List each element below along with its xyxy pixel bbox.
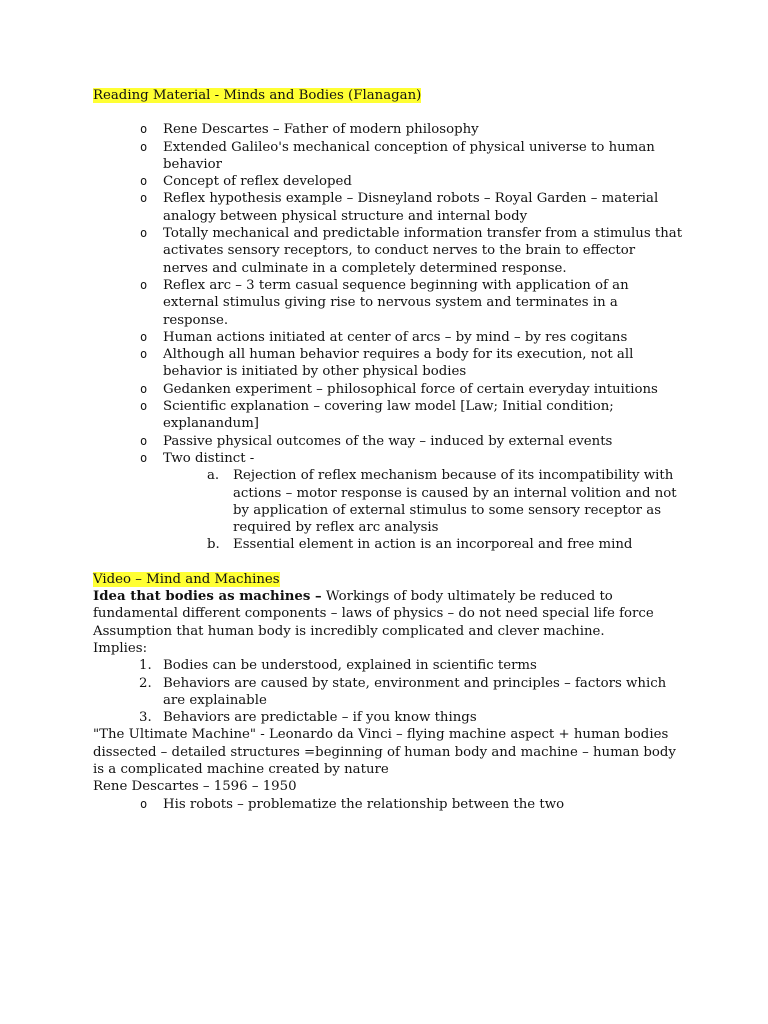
ultimate-machine-paragraph: "The Ultimate Machine" - Leonardo da Vinci – flying machine aspect + human bodies dissected – detailed structures =beginning of human body and machine – human body is a complicated machine created by nature (93, 727, 676, 777)
list-item-text: Totally mechanical and predictable information transfer from a stimulus that activates sensory receptors, to conduct nerves to the brain to effector nerves and culminate in a completely determined response. (163, 226, 683, 276)
list-item-text: Human actions initiated at center of arcs – by mind – by res cogitans (163, 329, 628, 345)
list-item-text: Reflex arc – 3 term casual sequence beginning with application of an external stimulus giving rise to nervous system and terminates in a response. (163, 277, 629, 328)
list-item (93, 173, 683, 190)
list-item-text: Extended Galileo's mechanical conception of physical universe to human behavior (163, 139, 655, 172)
numbered-item (93, 657, 683, 674)
list-item (93, 225, 683, 277)
list-item (93, 346, 683, 381)
list-item-text: Although all human behavior requires a body for its execution, not all behavior is initiated by other physical bodies (163, 347, 634, 380)
numbered-marker: 3. (139, 710, 152, 726)
spacer (93, 554, 683, 571)
list-item (93, 121, 683, 138)
bullet-marker: o (140, 122, 148, 137)
list-item-text: Rene Descartes – Father of modern philosophy (163, 122, 479, 138)
list-item-text: Scientific explanation – covering law model [Law; Initial condition; explanandum] (163, 399, 614, 432)
list-item (93, 190, 683, 225)
idea-paragraph (93, 588, 683, 623)
numbered-marker: 2. (139, 675, 152, 691)
implies-label: Implies: (93, 640, 148, 656)
list-item (93, 381, 683, 398)
implications-list (93, 657, 683, 726)
numbered-item (93, 675, 683, 710)
idea-bold-lead: Idea that bodies as machines – (93, 589, 322, 605)
sub-list-text: Essential element in action is an incorporeal and free mind (233, 537, 633, 553)
section-heading-video: Video – Mind and Machines (93, 571, 280, 587)
numbered-text: Behaviors are caused by state, environment and principles – factors which are explainable (163, 675, 667, 708)
bullet-marker: o (140, 191, 148, 206)
list-item-text: Concept of reflex developed (163, 174, 352, 190)
list-item-text: Two distinct - (163, 450, 255, 466)
list-item (93, 450, 683, 554)
bullet-marker: o (140, 139, 148, 154)
list-item-text: His robots – problematize the relationship between the two (163, 796, 565, 812)
list-item (93, 398, 683, 433)
bullet-marker: o (140, 381, 148, 396)
sub-list-item (163, 536, 683, 553)
descartes-notes-list (93, 796, 683, 813)
sub-list-text: Rejection of reflex mechanism because of its incompatibility with actions – motor response is caused by an internal volition and not by application of external stimulus to some sensory receptor as required by reflex arc analysis (233, 468, 677, 536)
bullet-marker: o (140, 329, 148, 344)
bullet-marker: o (140, 399, 148, 414)
list-item-text: Gedanken experiment – philosophical force of certain everyday intuitions (163, 381, 658, 397)
numbered-text: Behaviors are predictable – if you know things (163, 710, 477, 726)
list-item (93, 139, 683, 174)
bullet-marker: o (140, 277, 148, 292)
sub-list (163, 467, 683, 553)
numbered-text: Bodies can be understood, explained in scientific terms (163, 658, 537, 674)
list-item (93, 796, 683, 813)
bullet-marker: o (140, 226, 148, 241)
bullet-marker: o (140, 433, 148, 448)
section-heading-reading-material: Reading Material - Minds and Bodies (Flanagan) (93, 88, 422, 103)
numbered-marker: 1. (139, 658, 152, 674)
list-item (93, 433, 683, 450)
descartes-line: Rene Descartes – 1596 – 1950 (93, 779, 297, 795)
list-item-text: Reflex hypothesis example – Disneyland robots – Royal Garden – material analogy between physical structure and internal body (163, 191, 659, 224)
idea-text: Workings of body ultimately be reduced to fundamental different components – laws of physics – do not need special life force (93, 589, 654, 622)
document-page (93, 87, 683, 813)
bullet-marker: o (140, 347, 148, 362)
bullet-marker: o (140, 796, 148, 811)
numbered-item (93, 709, 683, 726)
sub-list-marker: b. (207, 537, 220, 553)
list-item (93, 277, 683, 329)
spacer (93, 104, 683, 121)
sub-list-item (163, 467, 683, 536)
reading-notes-list (93, 121, 683, 553)
list-item-text: Passive physical outcomes of the way – induced by external events (163, 433, 613, 449)
sub-list-marker: a. (207, 468, 220, 484)
bullet-marker: o (140, 450, 148, 465)
list-item (93, 329, 683, 346)
assumption-paragraph: Assumption that human body is incredibly complicated and clever machine. (93, 623, 605, 639)
bullet-marker: o (140, 174, 148, 189)
